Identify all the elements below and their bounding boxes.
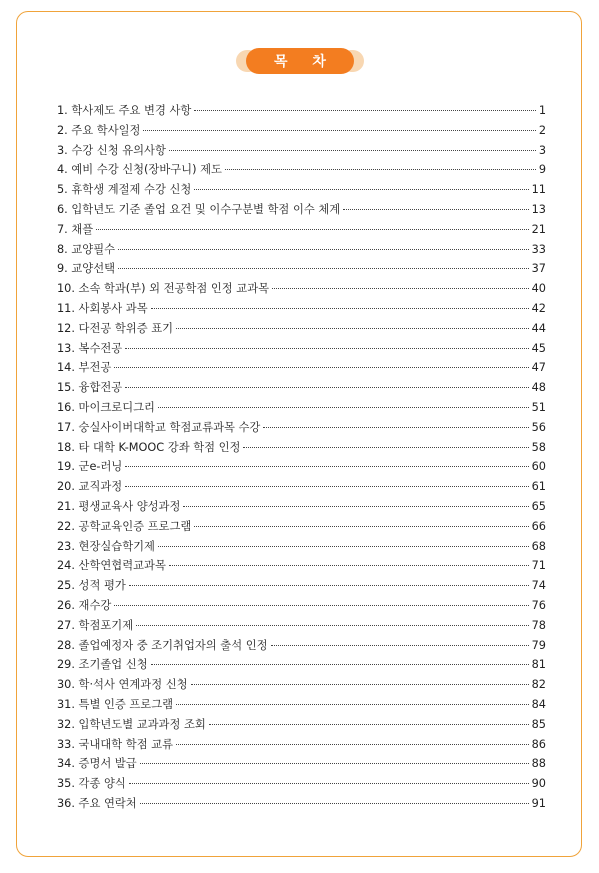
toc-entry-label: 4. 예비 수강 신청(장바구니) 제도 (57, 163, 222, 177)
dot-leader (125, 466, 528, 467)
dot-leader (191, 684, 529, 685)
toc-entry-page-number: 3 (538, 143, 546, 157)
dot-leader (169, 565, 529, 566)
dot-leader (125, 348, 528, 349)
dot-leader (272, 288, 529, 289)
dot-leader (151, 308, 529, 309)
toc-entry-label: 5. 휴학생 계절제 수강 신청 (57, 183, 192, 197)
dot-leader (114, 367, 528, 368)
toc-entry-label: 13. 복수전공 (57, 341, 123, 355)
toc-entry[interactable] (57, 655, 546, 675)
dot-leader (194, 526, 528, 527)
toc-entry-label: 33. 국내대학 학점 교류 (57, 737, 174, 751)
dot-leader (96, 229, 528, 230)
toc-entry[interactable] (57, 457, 546, 477)
toc-entry[interactable] (57, 339, 546, 359)
toc-entry[interactable] (57, 556, 546, 576)
toc-entry-label: 15. 융합전공 (57, 381, 123, 395)
toc-entry-label: 25. 성적 평가 (57, 579, 126, 593)
dot-leader (183, 506, 528, 507)
toc-entry-page-number: 60 (531, 460, 546, 474)
toc-entry-page-number: 33 (531, 242, 546, 256)
toc-entry-label: 36. 주요 연락처 (57, 796, 137, 810)
toc-entry-label: 24. 산학연협력교과목 (57, 559, 166, 573)
dot-leader (225, 169, 536, 170)
toc-entry[interactable] (57, 299, 546, 319)
toc-entry[interactable] (57, 220, 546, 240)
dot-leader (158, 407, 529, 408)
dot-leader (125, 387, 528, 388)
page-title: 목 차 (246, 48, 354, 74)
toc-entry[interactable] (57, 477, 546, 497)
toc-entry-label: 9. 교양선택 (57, 262, 116, 276)
toc-entry-label: 29. 조기졸업 신청 (57, 658, 148, 672)
toc-entry-page-number: 78 (531, 618, 546, 632)
toc-entry-label: 12. 다전공 학위증 표기 (57, 321, 174, 335)
toc-entry[interactable] (57, 794, 546, 814)
toc-entry[interactable] (57, 398, 546, 418)
toc-entry[interactable] (57, 596, 546, 616)
toc-entry[interactable] (57, 517, 546, 537)
toc-entry-label: 10. 소속 학과(부) 외 전공학점 인정 교과목 (57, 282, 270, 296)
toc-entry-page-number: 37 (531, 262, 546, 276)
dot-leader (158, 546, 529, 547)
toc-entry-page-number: 51 (531, 400, 546, 414)
dot-leader (176, 328, 529, 329)
toc-entry-label: 32. 입학년도별 교과과정 조회 (57, 717, 206, 731)
toc-entry-page-number: 9 (538, 163, 546, 177)
dot-leader (136, 625, 529, 626)
table-of-contents (57, 101, 546, 814)
toc-entry-page-number: 40 (531, 282, 546, 296)
toc-title-badge (236, 48, 364, 74)
toc-entry-page-number: 45 (531, 341, 546, 355)
toc-entry-page-number: 21 (531, 222, 546, 236)
dot-leader (169, 150, 536, 151)
toc-entry-page-number: 91 (531, 796, 546, 810)
toc-entry[interactable] (57, 240, 546, 260)
toc-entry-page-number: 1 (538, 104, 546, 117)
toc-entry-label: 17. 숭실사이버대학교 학점교류과목 수강 (57, 420, 261, 434)
dot-leader (143, 130, 535, 131)
toc-entry[interactable] (57, 438, 546, 458)
toc-entry-label: 26. 재수강 (57, 598, 112, 612)
toc-entry[interactable] (57, 279, 546, 299)
toc-entry[interactable] (57, 259, 546, 279)
toc-entry-label: 20. 교직과정 (57, 480, 123, 494)
toc-entry[interactable] (57, 180, 546, 200)
dot-leader (140, 803, 529, 804)
toc-entry[interactable] (57, 715, 546, 735)
toc-entry-page-number: 48 (531, 381, 546, 395)
toc-entry-page-number: 90 (531, 777, 546, 791)
toc-entry-page-number: 58 (531, 440, 546, 454)
toc-entry-page-number: 79 (531, 638, 546, 652)
toc-entry-label: 22. 공학교육인증 프로그램 (57, 519, 192, 533)
toc-entry-label: 2. 주요 학사일정 (57, 123, 141, 137)
toc-entry[interactable] (57, 576, 546, 596)
dot-leader (129, 783, 529, 784)
toc-entry-page-number: 11 (531, 183, 546, 197)
dot-leader (343, 209, 528, 210)
dot-leader (176, 704, 529, 705)
toc-entry-page-number: 13 (531, 202, 546, 216)
toc-entry[interactable] (57, 319, 546, 339)
toc-entry[interactable] (57, 160, 546, 180)
toc-entry-label: 35. 각종 양식 (57, 777, 126, 791)
dot-leader (194, 110, 536, 111)
toc-entry-label: 6. 입학년도 기준 졸업 요건 및 이수구분별 학점 이수 체계 (57, 202, 341, 216)
toc-entry-page-number: 76 (531, 598, 546, 612)
dot-leader (176, 744, 529, 745)
dot-leader (209, 724, 529, 725)
toc-entry-page-number: 86 (531, 737, 546, 751)
toc-entry[interactable] (57, 378, 546, 398)
dot-leader (114, 605, 528, 606)
toc-entry[interactable] (57, 200, 546, 220)
toc-entry[interactable] (57, 141, 546, 161)
toc-entry[interactable] (57, 636, 546, 656)
toc-entry-page-number: 2 (538, 123, 546, 137)
toc-entry-label: 11. 사회봉사 과목 (57, 301, 148, 315)
toc-entry-label: 27. 학점포기제 (57, 618, 134, 632)
toc-entry-page-number: 66 (531, 519, 546, 533)
dot-leader (118, 268, 529, 269)
toc-entry[interactable] (57, 675, 546, 695)
toc-entry-page-number: 47 (531, 361, 546, 375)
toc-entry[interactable] (57, 735, 546, 755)
toc-entry-page-number: 84 (531, 697, 546, 711)
toc-entry-page-number: 56 (531, 420, 546, 434)
toc-entry-page-number: 71 (531, 559, 546, 573)
dot-leader (271, 645, 529, 646)
toc-entry[interactable] (57, 537, 546, 557)
toc-entry-page-number: 65 (531, 499, 546, 513)
toc-entry-page-number: 68 (531, 539, 546, 553)
toc-entry-label: 16. 마이크로디그리 (57, 400, 155, 414)
dot-leader (129, 585, 529, 586)
toc-entry-label: 18. 타 대학 K-MOOC 강좌 학점 인정 (57, 440, 241, 454)
dot-leader (151, 664, 529, 665)
toc-entry-label: 19. 군e-러닝 (57, 460, 123, 474)
toc-entry-label: 8. 교양필수 (57, 242, 116, 256)
toc-entry[interactable] (57, 754, 546, 774)
toc-entry[interactable] (57, 497, 546, 517)
toc-entry-label: 21. 평생교육사 양성과정 (57, 499, 181, 513)
toc-entry-label: 31. 특별 인증 프로그램 (57, 697, 174, 711)
toc-entry-page-number: 61 (531, 480, 546, 494)
toc-entry[interactable] (57, 358, 546, 378)
dot-leader (194, 189, 528, 190)
toc-entry-page-number: 81 (531, 658, 546, 672)
toc-entry[interactable] (57, 774, 546, 794)
toc-entry-label: 3. 수강 신청 유의사항 (57, 143, 166, 157)
toc-entry-label: 7. 채플 (57, 222, 94, 236)
toc-entry[interactable] (57, 616, 546, 636)
dot-leader (118, 249, 529, 250)
toc-entry-label: 28. 졸업예정자 중 조기취업자의 출석 인정 (57, 638, 268, 652)
toc-entry-page-number: 88 (531, 757, 546, 771)
dot-leader (140, 763, 529, 764)
toc-entry-label: 23. 현장실습학기제 (57, 539, 155, 553)
toc-entry[interactable] (57, 101, 546, 121)
toc-entry-label: 30. 학·석사 연계과정 신청 (57, 678, 188, 692)
dot-leader (263, 427, 528, 428)
toc-entry-label: 34. 증명서 발급 (57, 757, 137, 771)
toc-entry-page-number: 44 (531, 321, 546, 335)
dot-leader (125, 486, 528, 487)
toc-entry-page-number: 82 (531, 678, 546, 692)
toc-entry[interactable] (57, 418, 546, 438)
toc-entry-label: 1. 학사제도 주요 변경 사항 (57, 104, 192, 117)
toc-entry[interactable] (57, 121, 546, 141)
toc-entry-page-number: 85 (531, 717, 546, 731)
toc-entry-page-number: 74 (531, 579, 546, 593)
toc-entry[interactable] (57, 695, 546, 715)
toc-entry-page-number: 42 (531, 301, 546, 315)
dot-leader (243, 447, 528, 448)
toc-entry-label: 14. 부전공 (57, 361, 112, 375)
